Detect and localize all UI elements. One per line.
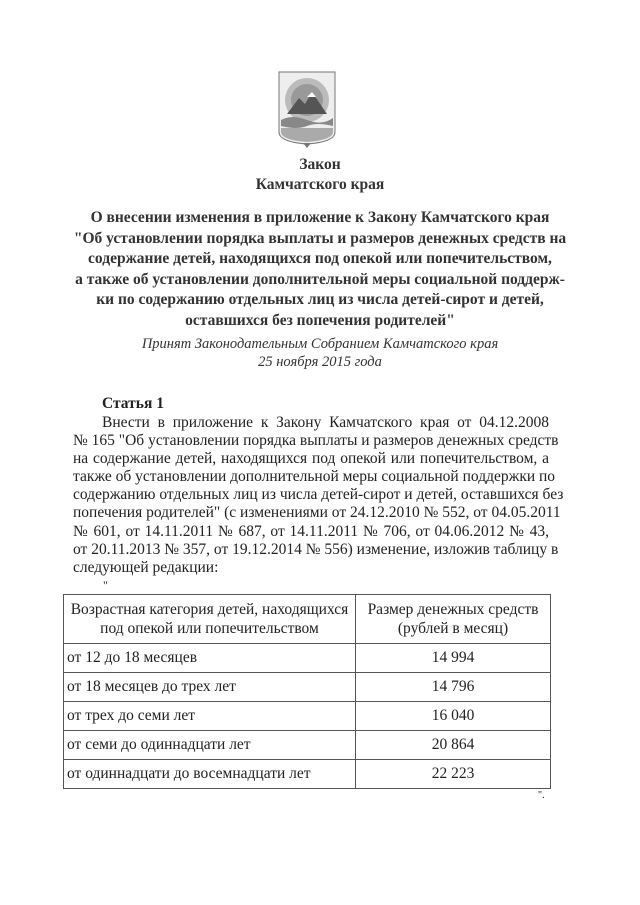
category-cell: от одиннадцати до восемнадцати лет: [64, 760, 356, 789]
kamchatka-emblem: [277, 70, 337, 150]
article-line: также об установлении дополнительной меры социальной поддержки по: [73, 468, 556, 486]
allowance-table: [63, 594, 551, 789]
category-cell: от семи до одиннадцати лет: [64, 731, 356, 760]
subject-line: ки по содержанию отдельных лиц из числа детей-сирот и детей,: [96, 291, 544, 308]
close-quote: ".: [538, 790, 545, 801]
article-text: [73, 414, 564, 577]
amount-cell: 16 040: [356, 702, 551, 731]
law-title: [0, 155, 640, 195]
amount-cell: 22 223: [356, 760, 551, 789]
amount-cell: 20 864: [356, 731, 551, 760]
header-category: Возрастная категория детей, находящихся под опекой или попечительством: [64, 595, 356, 644]
article-line: попечения родителей" (с изменениями от 24.12.2010 № 552, от 04.05.2011: [73, 504, 561, 522]
header-amount: Размер денежных средств (рублей в месяц): [356, 595, 551, 644]
subject-line: оставшихся без попечения родителей": [185, 311, 455, 329]
article-line: следующей редакции:: [73, 558, 219, 576]
amount-cell: 14 796: [356, 673, 551, 702]
article-line: № 165 "Об установлении порядка выплаты и размеров денежных средств: [73, 432, 559, 450]
category-cell: от 12 до 18 месяцев: [64, 644, 356, 673]
article-line: содержанию отдельных лиц из числа детей-сирот и детей, оставшихся без: [73, 486, 564, 504]
title-line: Закон: [299, 156, 341, 173]
table-row: [64, 673, 551, 702]
category-cell: от трех до семи лет: [64, 702, 356, 731]
table-row: [64, 731, 551, 760]
amount-cell: 14 994: [356, 644, 551, 673]
title-line: Камчатского края: [255, 176, 385, 193]
adopted-date: 25 ноября 2015 года: [258, 354, 382, 370]
law-subject: [60, 208, 580, 331]
table-row: [64, 702, 551, 731]
adoption-note: [0, 335, 640, 371]
article-heading: Статья 1: [102, 395, 164, 412]
adopted-by: Принят Законодательным Собранием Камчатского края: [141, 336, 499, 352]
table-row: [64, 760, 551, 789]
table-row: [64, 644, 551, 673]
article-line: № 601, от 14.11.2011 № 687, от 14.11.2011 № 706, от 04.06.2012 № 43,: [73, 522, 549, 540]
subject-line: О внесении изменения в приложение к Закону Камчатского края: [90, 209, 550, 226]
table-header-row: [64, 595, 551, 644]
subject-line: содержание детей, находящихся под опекой или попечительством,: [88, 250, 552, 267]
category-cell: от 18 месяцев до трех лет: [64, 673, 356, 702]
article-line: Внести в приложение к Закону Камчатского края от 04.12.2008: [102, 414, 549, 431]
open-quote: ": [103, 578, 108, 592]
subject-line: а также об установлении дополнительной меры социальной поддерж-: [75, 270, 565, 288]
article-line: на содержание детей, находящихся под опекой или попечительством, а: [73, 450, 549, 468]
subject-line: "Об установлении порядка выплаты и размеров денежных средств на: [73, 229, 567, 247]
article-line: от 20.11.2013 № 357, от 19.12.2014 № 556) изменение, изложив таблицу в: [73, 540, 559, 558]
